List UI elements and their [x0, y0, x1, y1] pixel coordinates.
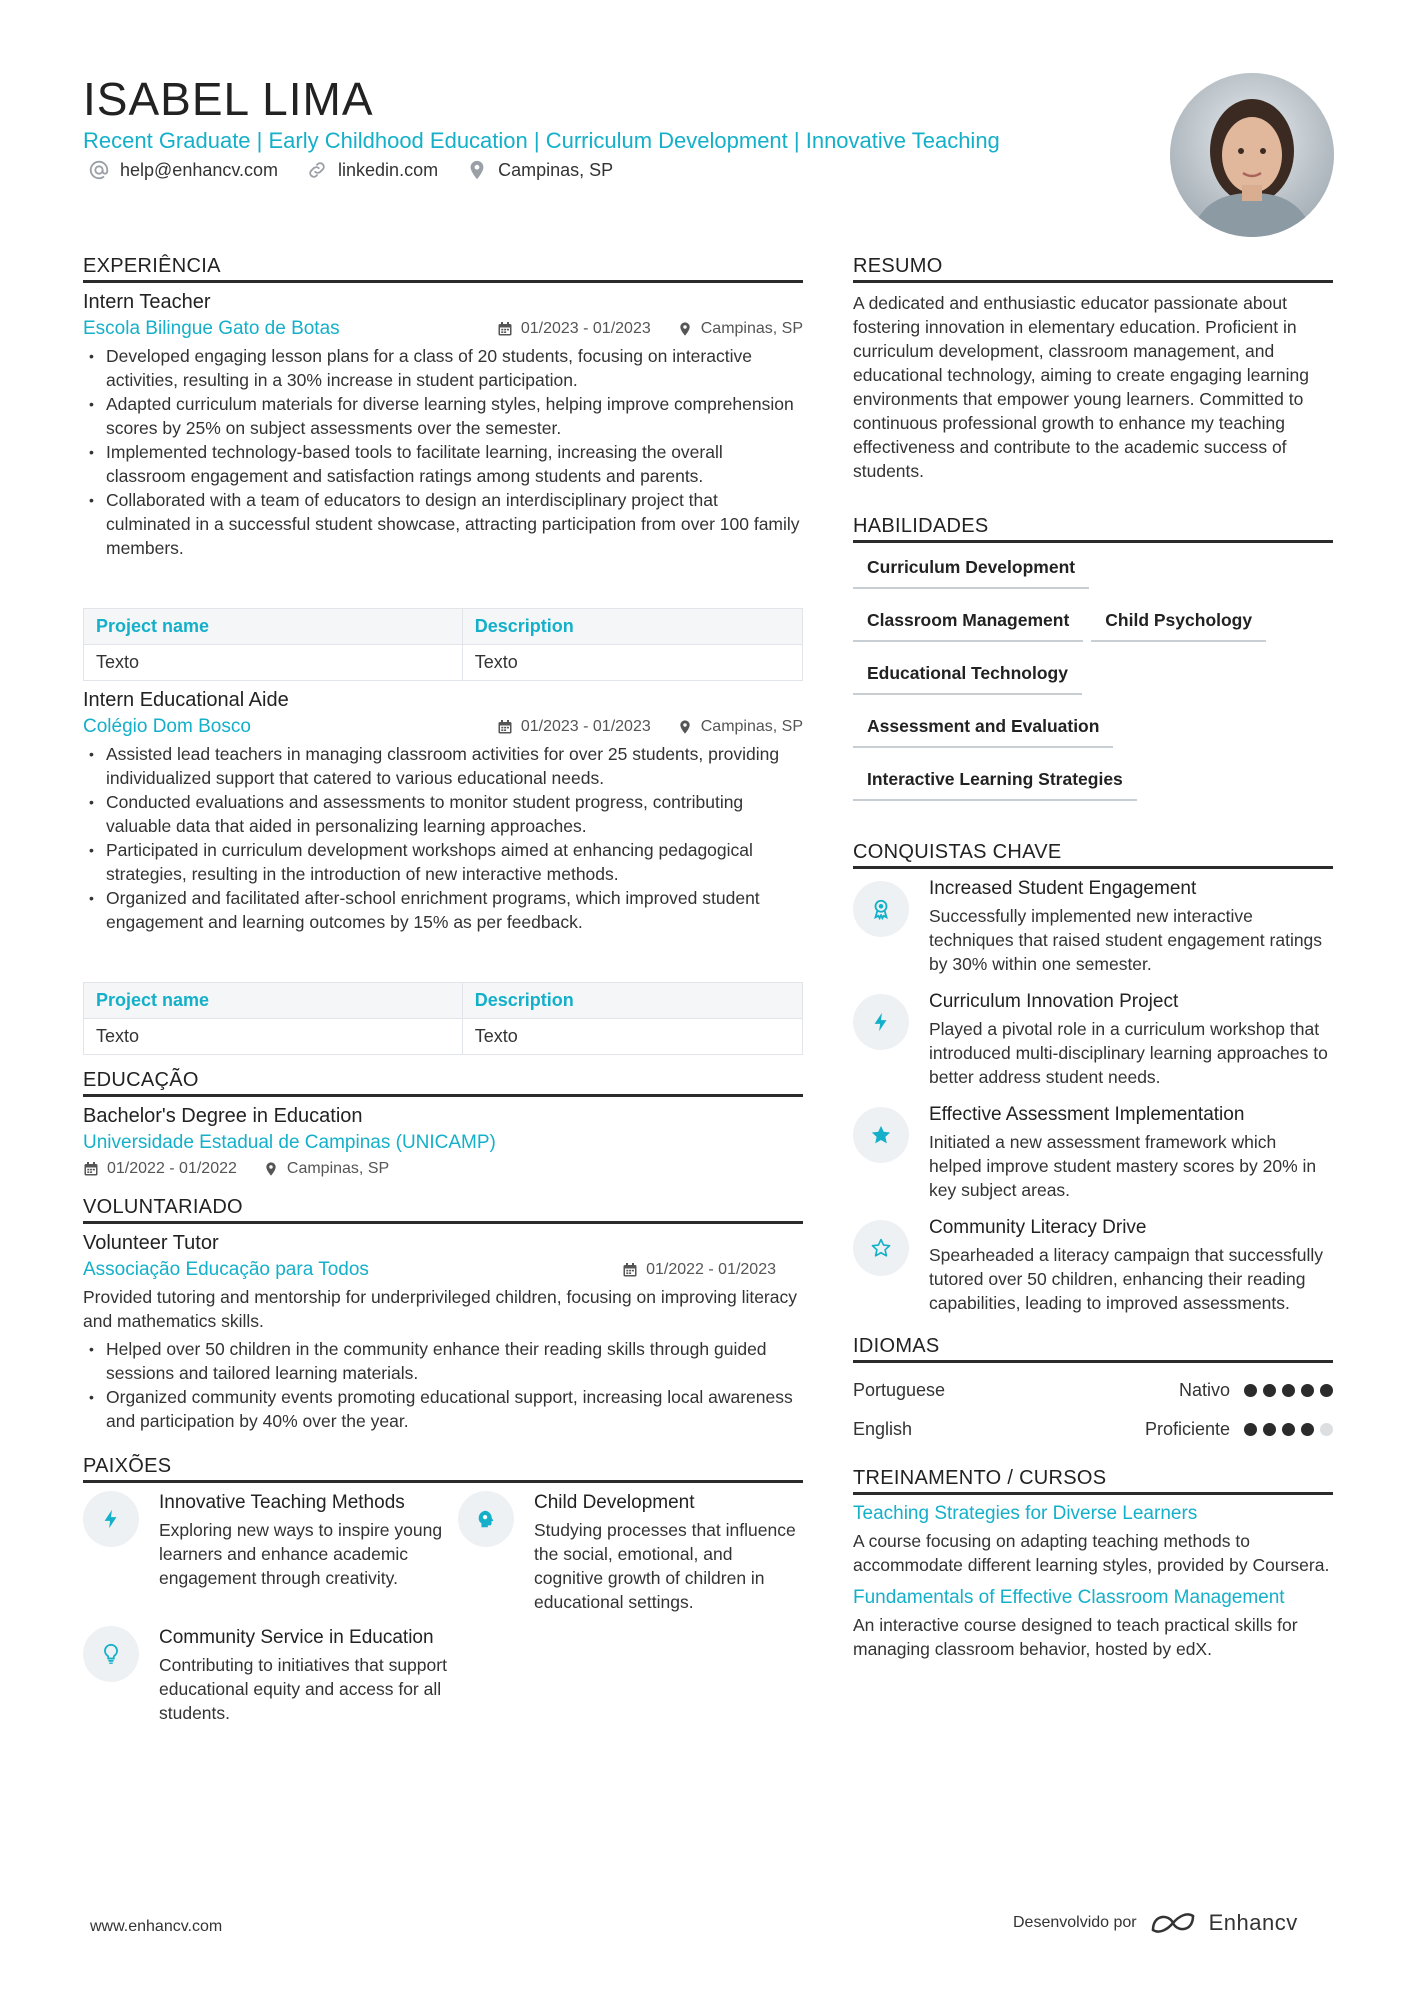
tagline: Recent Graduate | Early Childhood Education | Curriculum Development | Innovative Teaching	[83, 128, 1000, 153]
calendar-icon	[497, 321, 513, 337]
skill-tag: Assessment and Evaluation	[853, 712, 1113, 748]
calendar-icon	[497, 719, 513, 735]
section-title-summary: RESUMO	[853, 255, 1333, 283]
achievement-description: Spearheaded a literacy campaign that successfully tutored over 50 children, enhancing their reading capabilities, leading to improved assessments.	[929, 1245, 1323, 1313]
calendar-icon	[622, 1262, 638, 1278]
achievement-title: Curriculum Innovation Project	[929, 991, 1179, 1012]
passion-title: Innovative Teaching Methods	[159, 1492, 405, 1513]
section-title-achievements: CONQUISTAS CHAVE	[853, 841, 1333, 869]
passion-description: Studying processes that influence the social, emotional, and cognitive growth of children in educational settings.	[534, 1520, 796, 1612]
language-row	[853, 1410, 1333, 1449]
passions-list	[83, 1491, 803, 1725]
organization-name: Associação Educação para Todos	[83, 1259, 369, 1280]
bullet-item: • Helped over 50 children in the community enhance their reading skills through guided sessions and tailored learning materials.	[83, 1337, 803, 1385]
bullet-item: • Developed engaging lesson plans for a class of 20 students, focusing on interactive activities, resulting in a 30% increase in student participation.	[83, 344, 803, 392]
date-range: 01/2023 - 01/2023	[497, 320, 651, 338]
footer-branding	[1013, 1910, 1298, 1936]
linkedin-text: linkedin.com	[338, 159, 439, 180]
summary-text: A dedicated and enthusiastic educator passionate about fostering innovation in elementary education. Proficient in curriculum development, classroom management, and educational technology, aiming to create engaging learning environments that empower young learners. Committed to continuous professional growth to enhance my teaching effectiveness and contribute to the academic success of students.	[853, 293, 1309, 481]
proficiency-dot-filled	[1263, 1423, 1276, 1436]
job-title: Intern Educational Aide	[83, 689, 289, 711]
section-title-skills: HABILIDADES	[853, 515, 1333, 543]
training-list	[853, 1503, 1333, 1661]
language-name: English	[853, 1419, 913, 1439]
education-entry	[83, 1105, 803, 1178]
bullet-item: • Organized and facilitated after-school enrichment programs, which improved student engagement and learning outcomes by 15% as per feedback.	[83, 886, 803, 934]
location-pin-icon	[466, 159, 488, 181]
skill-tag: Interactive Learning Strategies	[853, 765, 1137, 801]
achievement-description: Successfully implemented new interactive techniques that raised student engagement ratings by 30% within one semester.	[929, 906, 1323, 974]
passion-item	[83, 1491, 458, 1614]
proficiency-dot-filled	[1301, 1384, 1314, 1397]
proficiency-dots	[1244, 1423, 1333, 1436]
bullet-item: • Organized community events promoting educational support, increasing local awareness and participation by 40% over the year.	[83, 1385, 803, 1433]
skill-tag: Child Psychology	[1091, 606, 1266, 642]
table-header: Description	[462, 609, 802, 645]
location-text: Campinas, SP	[498, 159, 614, 180]
job-location: Campinas, SP	[677, 320, 803, 338]
skill-tag: Classroom Management	[853, 606, 1083, 642]
calendar-icon	[83, 1161, 99, 1177]
at-icon	[88, 159, 110, 181]
language-row	[853, 1371, 1333, 1410]
brand-name: Enhancv	[1208, 1910, 1298, 1935]
bullet-item: • Implemented technology-based tools to facilitate learning, increasing the overall classroom engagement and satisfaction ratings among students and parents.	[83, 440, 803, 488]
achievement-item	[853, 990, 1333, 1089]
link-icon	[306, 159, 328, 181]
table-row	[84, 645, 803, 681]
achievement-item	[853, 1216, 1333, 1315]
bullet-item: • Conducted evaluations and assessments to monitor student progress, contributing valuable data that aided in personalizing learning approaches.	[83, 790, 803, 838]
education-location: Campinas, SP	[263, 1160, 389, 1178]
skills-list	[853, 553, 1333, 801]
right-column	[853, 255, 1333, 1661]
experience-entry	[83, 291, 803, 681]
achievement-title: Effective Assessment Implementation	[929, 1104, 1245, 1125]
footer-website[interactable]: www.enhancv.com	[90, 1918, 223, 1935]
award-icon	[853, 881, 909, 937]
enhancv-logo-icon	[1149, 1910, 1197, 1936]
head-brain-icon	[458, 1491, 514, 1547]
section-title-passions: PAIXÕES	[83, 1455, 803, 1483]
course-description: A course focusing on adapting teaching methods to accommodate different learning styles, provided by Coursera.	[853, 1531, 1330, 1575]
table-header: Description	[462, 983, 802, 1019]
course-item	[853, 1587, 1333, 1661]
contact-row	[88, 159, 613, 181]
passion-title: Community Service in Education	[159, 1627, 434, 1648]
languages-list	[853, 1371, 1333, 1449]
table-cell: Texto	[84, 1019, 463, 1055]
profile-photo	[1170, 73, 1334, 237]
lightbulb-icon	[83, 1626, 139, 1682]
company-name: Colégio Dom Bosco	[83, 716, 251, 737]
location-pin-icon	[263, 1161, 279, 1177]
skill-tag: Curriculum Development	[853, 553, 1089, 589]
powered-by-text: Desenvolvido por	[1013, 1914, 1137, 1931]
proficiency-dot-empty	[1320, 1423, 1333, 1436]
star-outline-icon	[853, 1220, 909, 1276]
passion-item	[458, 1491, 803, 1614]
date-range: 01/2022 - 01/2023	[622, 1261, 776, 1279]
course-description: An interactive course designed to teach practical skills for managing classroom behavior, hosted by edX.	[853, 1615, 1298, 1659]
volunteer-entry	[83, 1232, 803, 1433]
skill-tag: Educational Technology	[853, 659, 1082, 695]
proficiency-dot-filled	[1263, 1384, 1276, 1397]
bullet-item: • Participated in curriculum development workshops aimed at enhancing pedagogical strategies, resulting in the introduction of new interactive methods.	[83, 838, 803, 886]
bullet-item: • Collaborated with a team of educators to design an interdisciplinary project that culminated in a successful student showcase, attracting participation from over 100 family members.	[83, 488, 803, 560]
achievement-item	[853, 1103, 1333, 1202]
bolt-icon	[83, 1491, 139, 1547]
contact-location	[466, 159, 613, 181]
table-row	[84, 1019, 803, 1055]
project-table	[83, 982, 803, 1055]
email-text: help@enhancv.com	[120, 159, 279, 180]
proficiency-dot-filled	[1320, 1384, 1333, 1397]
job-bullets	[83, 344, 803, 560]
proficiency-dot-filled	[1282, 1384, 1295, 1397]
language-level: Proficiente	[1144, 1419, 1230, 1439]
bullet-item: • Assisted lead teachers in managing classroom activities for over 25 students, providing individualized support that catered to various educational needs.	[83, 742, 803, 790]
language-name: Portuguese	[853, 1380, 946, 1400]
left-column	[83, 255, 803, 1725]
date-range: 01/2023 - 01/2023	[497, 718, 651, 736]
job-location: Campinas, SP	[677, 718, 803, 736]
degree-title: Bachelor's Degree in Education	[83, 1105, 363, 1127]
company-name: Escola Bilingue Gato de Botas	[83, 318, 340, 339]
passion-description: Exploring new ways to inspire young learners and enhance academic engagement through creativity.	[159, 1520, 443, 1588]
proficiency-dot-filled	[1301, 1423, 1314, 1436]
table-cell: Texto	[84, 645, 463, 681]
volunteer-bullets	[83, 1337, 803, 1433]
achievements-list	[853, 877, 1333, 1315]
volunteer-description: Provided tutoring and mentorship for underprivileged children, focusing on improving literacy and mathematics skills.	[83, 1287, 797, 1331]
date-range: 01/2022 - 01/2022	[83, 1160, 237, 1178]
bolt-icon	[853, 994, 909, 1050]
section-title-experience: EXPERIÊNCIA	[83, 255, 803, 283]
course-title: Fundamentals of Effective Classroom Management	[853, 1587, 1285, 1608]
experience-entry	[83, 689, 803, 1055]
job-bullets	[83, 742, 803, 934]
language-level: Nativo	[1178, 1380, 1230, 1400]
section-title-languages: IDIOMAS	[853, 1335, 1333, 1363]
achievement-description: Initiated a new assessment framework which helped improve student mastery scores by 20% in key subject areas.	[929, 1132, 1317, 1200]
project-table	[83, 608, 803, 681]
table-header: Project name	[84, 983, 463, 1019]
table-header: Project name	[84, 609, 463, 645]
school-name: Universidade Estadual de Campinas (UNICAMP)	[83, 1132, 496, 1153]
contact-linkedin[interactable]	[306, 159, 438, 181]
achievement-title: Community Literacy Drive	[929, 1217, 1147, 1238]
location-pin-icon	[677, 719, 693, 735]
section-title-education: EDUCAÇÃO	[83, 1069, 803, 1097]
achievement-title: Increased Student Engagement	[929, 878, 1197, 899]
candidate-name: ISABEL LIMA	[83, 73, 374, 125]
section-title-training: TREINAMENTO / CURSOS	[853, 1467, 1333, 1495]
job-title: Intern Teacher	[83, 291, 211, 313]
star-filled-icon	[853, 1107, 909, 1163]
passion-description: Contributing to initiatives that support educational equity and access for all students.	[159, 1655, 447, 1723]
section-title-volunteer: VOLUNTARIADO	[83, 1196, 803, 1224]
table-cell: Texto	[462, 645, 802, 681]
proficiency-dot-filled	[1244, 1423, 1257, 1436]
course-item	[853, 1503, 1333, 1577]
passion-item	[83, 1626, 458, 1725]
achievement-description: Played a pivotal role in a curriculum workshop that introduced multi-disciplinary learning approaches to better address student needs.	[929, 1019, 1328, 1087]
contact-email[interactable]	[88, 159, 278, 181]
course-title: Teaching Strategies for Diverse Learners	[853, 1503, 1198, 1524]
bullet-item: • Adapted curriculum materials for diverse learning styles, helping improve comprehension scores by 25% on subject assessments over the semester.	[83, 392, 803, 440]
volunteer-title: Volunteer Tutor	[83, 1232, 219, 1254]
achievement-item	[853, 877, 1333, 976]
proficiency-dots	[1244, 1384, 1333, 1397]
location-pin-icon	[677, 321, 693, 337]
proficiency-dot-filled	[1282, 1423, 1295, 1436]
passion-title: Child Development	[534, 1492, 695, 1513]
proficiency-dot-filled	[1244, 1384, 1257, 1397]
table-cell: Texto	[462, 1019, 802, 1055]
